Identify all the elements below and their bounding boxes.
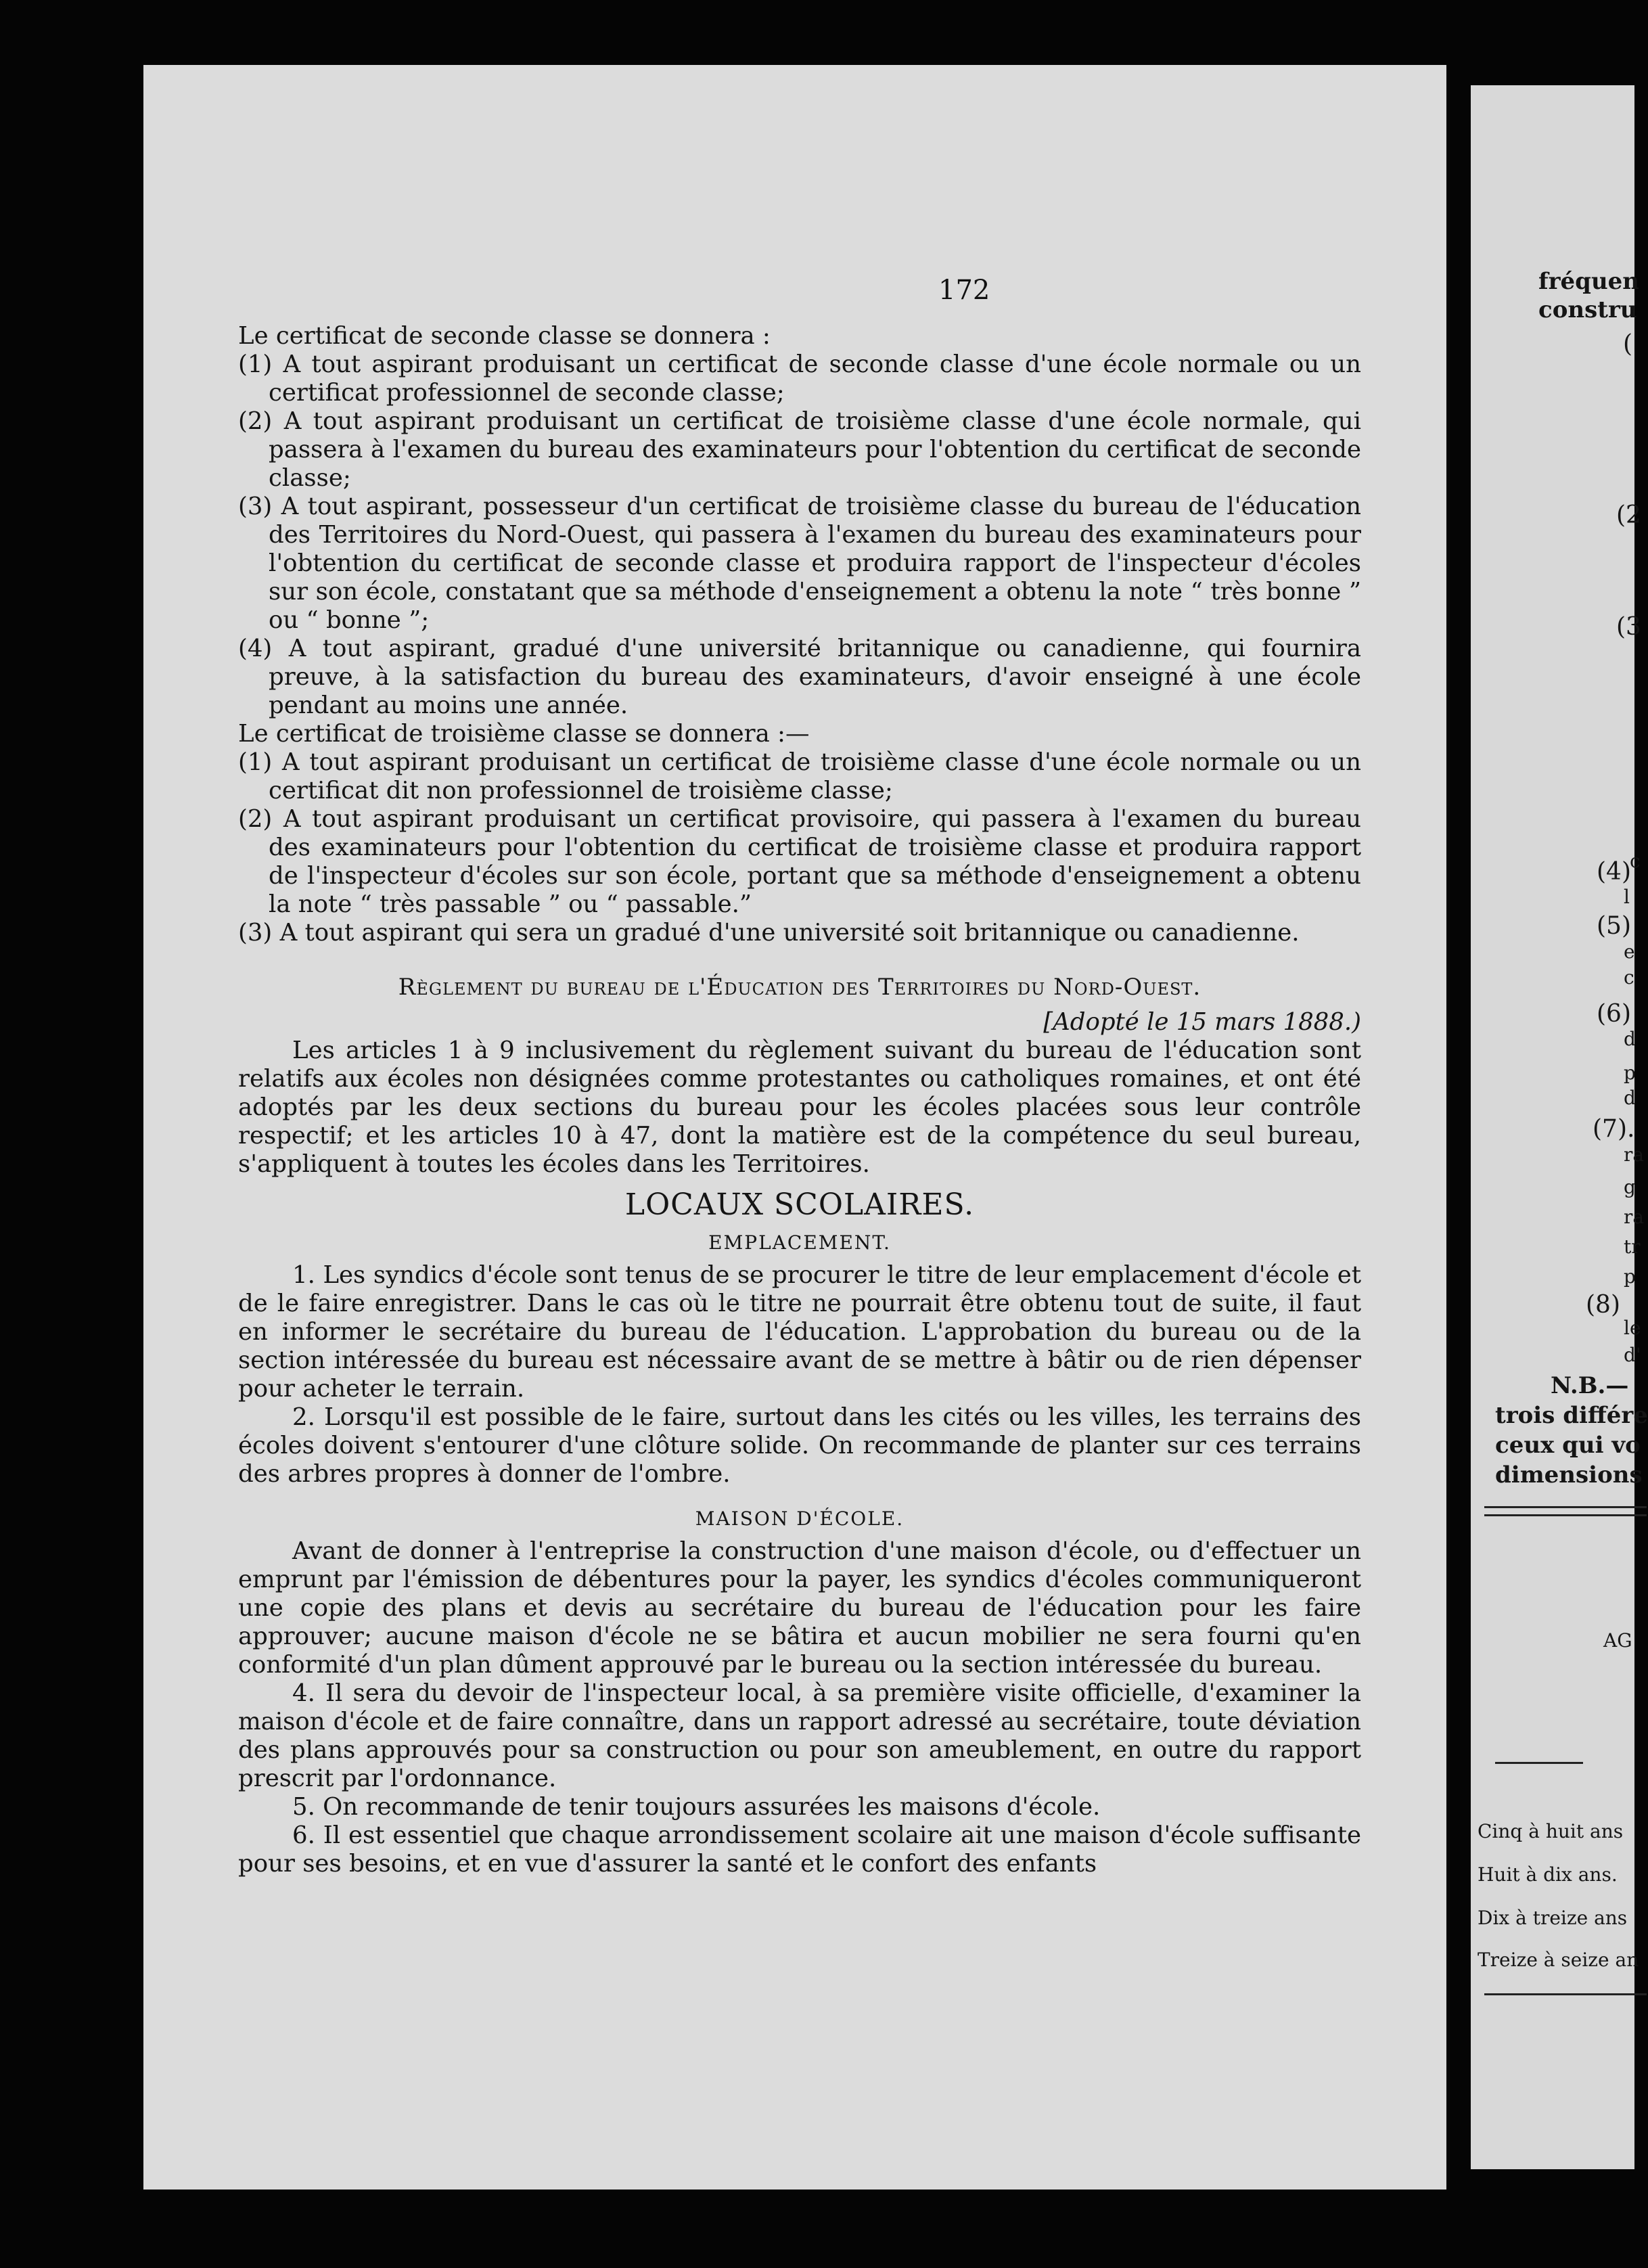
fragment-text: AG bbox=[1603, 1629, 1632, 1652]
fragment-text: (4) bbox=[1597, 858, 1631, 886]
article-2: 2. Lorsqu'il est possible de le faire, surtout dans les cités ou les villes, les terrains des écoles doivent s'entourer d'une clôture solide. On recommande de planter sur ces terrains des arbres propres à donner de l'ombre. bbox=[238, 1403, 1361, 1488]
article-4: 4. Il sera du devoir de l'inspecteur local, à sa première visite officielle, d'examiner la maison d'école et de faire connaître, dans un rapport adressé au secrétaire, toute déviation des plans approuvés pour sa construction ou pour son ameublement, en outre du rapport prescrit par l'ordonnance. bbox=[238, 1679, 1361, 1792]
fragment-text: d' bbox=[1624, 1344, 1641, 1366]
list-item: (3) A tout aspirant, possesseur d'un certificat de troisième classe du bureau de l'éducation des Territoires du Nord-Ouest, qui passera à l'examen du bureau des examinateurs pour l'obtention du certificat de seconde classe et produira rapport de l'inspecteur d'écoles sur son école, constatant que sa méthode d'enseignement a obtenu la note “ très bonne ” ou “ bonne ”; bbox=[238, 493, 1361, 634]
fragment-text: c bbox=[1630, 850, 1641, 872]
fragment-text: constru bbox=[1538, 296, 1637, 323]
double-rule-top bbox=[1484, 1506, 1647, 1508]
list-item: (1) A tout aspirant produisant un certificat de seconde classe d'une école normale ou un certificat professionnel de seconde classe; bbox=[238, 350, 1361, 407]
fragment-text: N.B.— bbox=[1551, 1372, 1629, 1399]
fragment-text: c bbox=[1624, 966, 1634, 989]
fragment-text: g bbox=[1624, 1176, 1636, 1198]
block-intro-second-class: Le certificat de seconde classe se donnera : bbox=[238, 322, 771, 350]
fragment-text: fréquen bbox=[1538, 268, 1640, 295]
double-rule-bottom bbox=[1484, 1514, 1647, 1516]
subheading-emplacement: EMPLACEMENT. bbox=[708, 1231, 891, 1254]
fragment-text: le bbox=[1624, 1317, 1641, 1339]
article-6: 6. Il est essentiel que chaque arrondissement scolaire ait une maison d'école suffisante pour ses besoins, et en vue d'assurer la santé et le confort des enfants bbox=[238, 1821, 1361, 1878]
fragment-text: Huit à dix ans. bbox=[1478, 1863, 1618, 1886]
article-5: 5. On recommande de tenir toujours assurées les maisons d'école. bbox=[292, 1793, 1101, 1821]
fragment-text: ( bbox=[1623, 330, 1633, 358]
list-item: (4) A tout aspirant, gradué d'une université britannique ou canadienne, qui fournira preuve, à la satisfaction du bureau des examinateurs, d'avoir enseigné à une école pendant au moins une année. bbox=[238, 635, 1361, 719]
article-3: Avant de donner à l'entreprise la construction d'une maison d'école, ou d'effectuer un emprunt par l'émission de débentures pour la payer, les syndics d'écoles communiqueront une copie des plans et devis au secrétaire du bureau de l'éducation pour les faire approuver; aucune maison d'école ne se bâtira et aucun mobilier ne sera fourni qu'en conformité d'un plan dûment approuvé par le bureau ou la section intéressée du bureau. bbox=[238, 1537, 1361, 1679]
articles-paragraph: Les articles 1 à 9 inclusivement du règlement suivant du bureau de l'éducation sont relatifs aux écoles non désignées comme protestantes ou catholiques romaines, et ont été adoptés par les deux sections du bureau pour les écoles placées sous leur contrôle respectif; et les articles 10 à 47, dont la matière est de la compétence du seul bureau, s'appliquent à toutes les écoles dans les Territoires. bbox=[238, 1037, 1361, 1178]
fragment-text: (2 bbox=[1616, 501, 1641, 529]
fragment-text: dimensions bbox=[1495, 1461, 1643, 1489]
table-bottom-rule bbox=[1484, 1993, 1647, 1995]
fragment-text: trois différe bbox=[1495, 1402, 1648, 1429]
page-number: 172 bbox=[938, 275, 990, 306]
list-item: (3) A tout aspirant qui sera un gradué d'une université soit britannique ou canadienne. bbox=[238, 919, 1300, 947]
fragment-text: Dix à treize ans bbox=[1478, 1907, 1628, 1929]
fragment-text: ra bbox=[1624, 1206, 1645, 1228]
fragment-text: d bbox=[1624, 1087, 1636, 1109]
fragment-text: Treize à seize an bbox=[1478, 1949, 1639, 1971]
fragment-text: l bbox=[1624, 886, 1630, 908]
list-item: (1) A tout aspirant produisant un certificat de troisième classe d'une école normale ou un certificat dit non professionnel de troisième classe; bbox=[238, 748, 1361, 804]
fragment-text: (6) bbox=[1597, 1000, 1631, 1028]
regulation-title bbox=[238, 973, 1361, 1001]
fragment-text: (3 bbox=[1616, 613, 1641, 641]
list-item: (2) A tout aspirant produisant un certificat de troisième classe d'une école normale, qui passera à l'examen du bureau des examinateurs pour l'obtention du certificat de seconde classe; bbox=[238, 407, 1361, 492]
fragment-text: ceux qui vo bbox=[1495, 1432, 1641, 1459]
fragment-text: tr bbox=[1624, 1235, 1641, 1258]
adjacent-page-fragment bbox=[1471, 85, 1648, 2169]
document-page bbox=[143, 65, 1446, 2190]
fragment-text: (7). bbox=[1593, 1115, 1635, 1143]
fragment-text: (5) bbox=[1597, 912, 1631, 940]
list-item: (2) A tout aspirant produisant un certificat provisoire, qui passera à l'examen du bureau des examinateurs pour l'obtention du certificat de troisième classe et produira rapport de l'inspecteur d'écoles sur son école, portant que sa méthode d'enseignement a obtenu la note “ très passable ” ou “ passable.” bbox=[238, 805, 1361, 918]
fragment-text: e bbox=[1624, 940, 1635, 963]
article-1: 1. Les syndics d'école sont tenus de se procurer le titre de leur emplacement d'école et de le faire enregistrer. Dans le cas où le titre ne pourrait être obtenu tout de suite, il faut en informer le secrétaire du bureau de l'éducation. L'approbation du bureau ou de la section intéressée du bureau est nécessaire avant de se mettre à bâtir ou de rien dépenser pour acheter le terrain. bbox=[238, 1261, 1361, 1403]
block-intro-third-class: Le certificat de troisième classe se donnera :— bbox=[238, 720, 810, 748]
section-heading: LOCAUX SCOLAIRES. bbox=[624, 1187, 975, 1222]
fragment-text: p bbox=[1624, 1062, 1636, 1084]
page-content bbox=[238, 322, 1361, 1878]
table-rule bbox=[1495, 1762, 1583, 1764]
regulation-title-text: Règlement du bureau de l'Éducation des Territoires du Nord-Ouest. bbox=[398, 974, 1201, 1001]
adoption-date: [Adopté le 15 mars 1888.) bbox=[1043, 1008, 1361, 1036]
fragment-text: (8) bbox=[1586, 1291, 1620, 1319]
fragment-text: Cinq à huit ans bbox=[1478, 1820, 1624, 1842]
fragment-text: d bbox=[1624, 1028, 1636, 1050]
subheading-maison-ecole: MAISON D'ÉCOLE. bbox=[695, 1507, 905, 1530]
fragment-text: ra bbox=[1624, 1143, 1645, 1166]
fragment-text: p bbox=[1624, 1265, 1636, 1288]
